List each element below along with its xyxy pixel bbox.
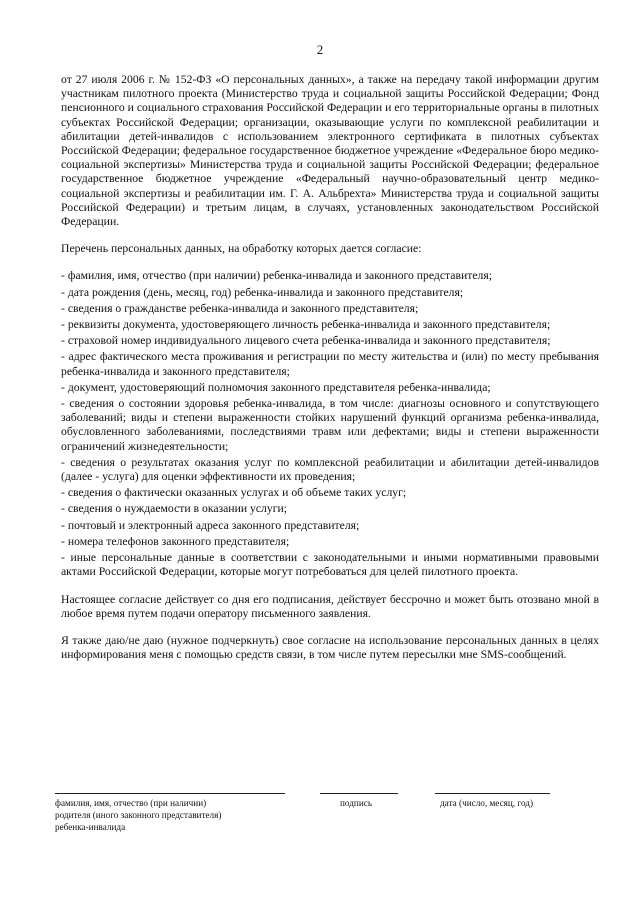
list-item: - сведения о фактически оказанных услугах и об объеме таких услуг; xyxy=(61,486,407,500)
date-label: дата (число, месяц, год) xyxy=(440,798,534,808)
list-item: - сведения о нуждаемости в оказании услуги; xyxy=(61,502,287,516)
list-item: - адрес фактического места проживания и регистрации по месту жительства и (или) по месту пребывания ребенка-инвалида и законного представителя; xyxy=(61,350,599,378)
name-label-line2: родителя (иного законного представителя) xyxy=(55,810,222,820)
list-item: - иные персональные данные в соответствии с законодательными и иными нормативными правовыми актами Российской Федерации, которые могут потребоваться для целей пилотного проекта. xyxy=(61,551,599,579)
sms-consent-paragraph: Я также даю/не даю (нужное подчеркнуть) свое согласие на использование персональных данных в целях информирования меня с помощью средств связи, в том числе путем пересылки мне SMS-сообщений. xyxy=(61,633,599,662)
list-item: - страховой номер индивидуального лицевого счета ребенка-инвалида и законного представителя; xyxy=(61,334,551,348)
list-item: - сведения о состоянии здоровья ребенка-инвалида, в том числе: диагнозы основного и сопутствующего заболеваний; виды и степени выраженности стойких нарушений функций организма ребенка-инвалида, обусловленного заболеваниями, последствиями травм или дефектами; виды и степени выраженности ограничений жизнедеятельности; xyxy=(61,397,599,453)
list-item: - номера телефонов законного представителя; xyxy=(61,534,290,548)
list-item: - сведения о гражданстве ребенка-инвалида и законного представителя; xyxy=(61,301,419,315)
name-label-line1: фамилия, имя, отчество (при наличии) xyxy=(55,798,207,808)
intro-paragraph: от 27 июля 2006 г. № 152-ФЗ «О персональных данных», а также на передачу такой информации другим участникам пилотного проекта (Министерство труда и социальной защиты Российской Федерации; Фонд пенсионного и социального страхования Российской Федерации и его территориальные органы в пилотных субъектах Российской Федерации; организации, оказывающие услуги по комплексной реабилитации и абилитации детей-инвалидов с использованием электронного сертификата в пилотных субъектах Российской Федерации; федеральное государственное бюджетное учреждение «Федеральное бюро медико-социальной экспертизы» Министерства труда и социальной защиты Российской Федерации; федеральное государственное бюджетное учреждение «Федеральный научно-образовательный центр медико-социальной экспертизы и реабилитации им. Г. А. Альбрехта» Министерства труда и социальной защиты Российской Федерации) и третьим лицам, в случаях, установленных законодательством Российской Федерации. xyxy=(61,73,599,229)
list-item: - реквизиты документа, удостоверяющего личность ребенка-инвалида и законного представителя; xyxy=(61,318,551,332)
document-body xyxy=(61,73,599,662)
signature-line[interactable] xyxy=(320,793,398,794)
list-item: - дата рождения (день, месяц, год) ребенка-инвалида и законного представителя; xyxy=(61,285,464,299)
name-label xyxy=(55,797,221,833)
list-item: - сведения о результатах оказания услуг по комплексной реабилитации и абилитации детей-инвалидов (далее - услуга) для оценки эффективности их проведения; xyxy=(61,455,599,484)
name-label-line3: ребенка-инвалида xyxy=(55,822,126,832)
personal-data-list xyxy=(61,269,599,579)
list-item: - документ, удостоверяющий полномочия законного представителя ребенка-инвалида; xyxy=(61,380,491,394)
list-heading: Перечень персональных данных, на обработку которых дается согласие: xyxy=(61,242,422,256)
list-item: - почтовый и электронный адреса законного представителя; xyxy=(61,518,360,532)
date-signature-line[interactable] xyxy=(435,793,550,794)
signature-label: подпись xyxy=(340,798,373,808)
name-signature-line[interactable] xyxy=(55,793,285,794)
list-item: - фамилия, имя, отчество (при наличии) ребенка-инвалида и законного представителя; xyxy=(61,269,492,283)
validity-paragraph: Настоящее согласие действует со дня его подписания, действует бессрочно и может быть отозвано мной в любое время путем подачи оператору письменного заявления. xyxy=(61,592,599,620)
page-number: 2 xyxy=(316,42,324,57)
